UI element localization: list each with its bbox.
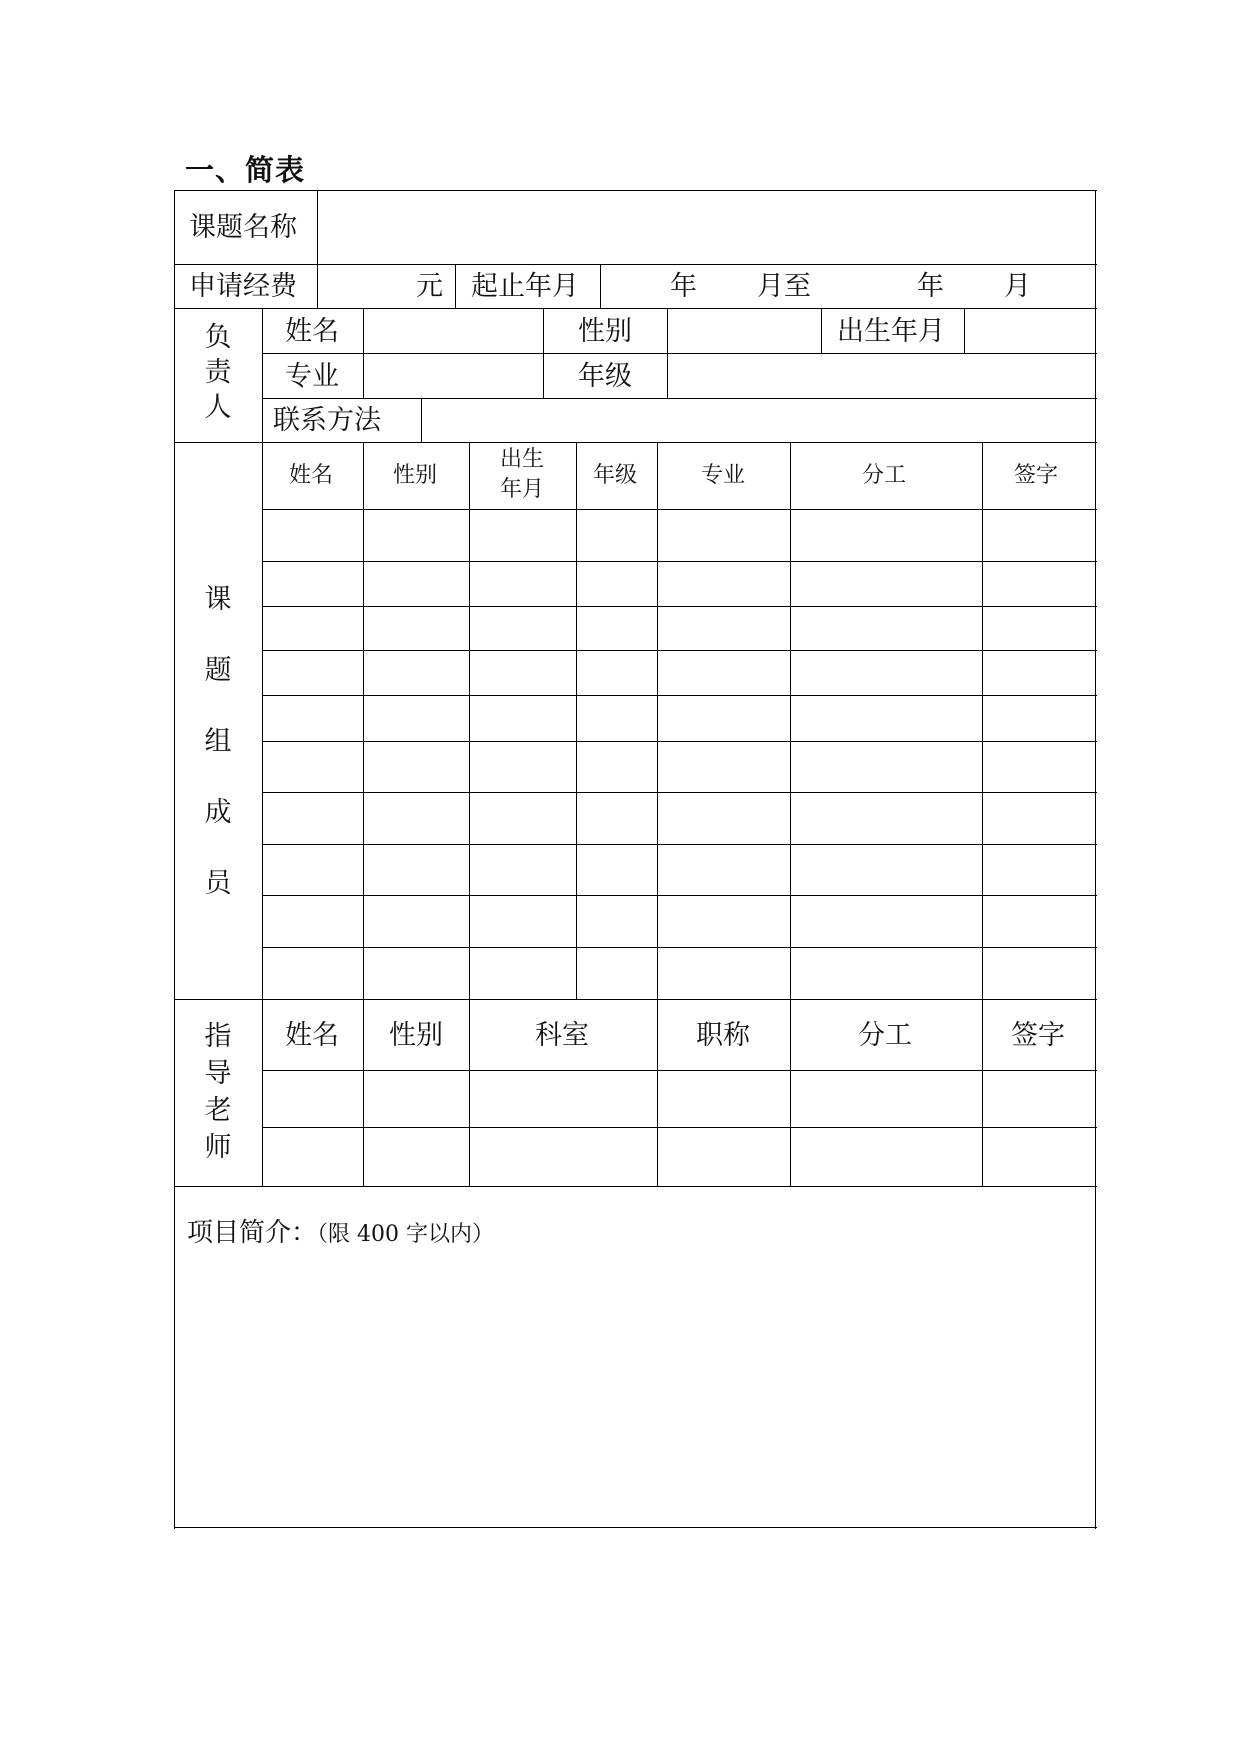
funding-unit: 元 [416,271,443,302]
leader-name-input[interactable] [366,311,541,351]
divider-col [363,308,364,399]
divider-col [964,308,965,354]
members-header-major: 专业 [701,463,746,488]
advisors-header-gender: 性别 [389,1020,443,1051]
divider-advisor-header [262,1070,1097,1071]
divider-member-header [262,509,1097,510]
members-side-label: 课题组成员 [204,584,232,899]
divider-col [543,308,544,399]
advisors-header-name: 姓名 [285,1020,339,1051]
leader-major-input[interactable] [366,356,541,396]
intro-note: （限 400 字以内） [317,1222,494,1247]
members-header-birth-line1: 出生 [500,447,545,472]
leader-birth-label: 出生年月 [837,316,945,347]
leader-name-label: 姓名 [285,316,339,347]
divider-col [600,264,601,309]
intro-block [187,1220,494,1246]
application-form-table [174,190,1097,1529]
members-header-gender: 性别 [393,463,438,488]
members-header-grade: 年级 [593,463,638,488]
page-title: 一、简表 [185,153,306,187]
leader-major-label: 专业 [285,361,339,392]
end-year-unit: 年 [917,271,944,302]
leader-grade-label: 年级 [578,361,632,392]
advisors-header-sign: 签字 [1011,1020,1065,1051]
divider-leader-1 [262,353,1097,354]
start-year-input[interactable] [604,266,669,307]
divider-col [821,308,822,354]
divider-col [317,190,318,309]
funding-label: 申请经费 [189,271,297,302]
funding-amount-input[interactable] [320,266,400,307]
leader-gender-input[interactable] [670,311,819,351]
leader-contact-input[interactable] [424,401,1093,441]
leader-grade-input[interactable] [670,356,1093,396]
divider-leader-2 [262,398,1097,399]
members-header-birth-line2: 年月 [500,477,545,502]
divider-col [421,398,422,443]
end-month-input[interactable] [947,266,997,307]
advisors-side-label: 指导老师 [204,1021,232,1163]
advisors-header-title: 职称 [696,1020,750,1051]
members-header-sign: 签字 [1014,463,1059,488]
divider-col [667,308,668,399]
end-month-unit: 月 [1004,271,1031,302]
divider-col [455,264,456,309]
intro-textarea[interactable] [177,1260,1093,1524]
start-year-unit: 年 [670,271,697,302]
divider-row-2 [174,308,1097,309]
members-header-name: 姓名 [289,463,334,488]
divider-col [363,442,364,1187]
advisors-header-role: 分工 [858,1020,912,1051]
divider-members-end [174,999,1097,1000]
topic-label: 课题名称 [189,212,297,243]
members-grid-input-area[interactable] [366,512,1093,998]
advisors-header-dept: 科室 [535,1020,589,1051]
leader-gender-label: 性别 [578,316,632,347]
border-left [174,190,175,1529]
leader-birth-input[interactable] [967,311,1093,351]
start-month-input[interactable] [700,266,748,307]
period-label: 起止年月 [471,271,579,302]
intro-label: 项目简介： [187,1218,318,1248]
border-bottom [174,1527,1097,1528]
start-month-unit: 月至 [757,271,811,302]
divider-leader-end [174,442,1097,443]
advisors-grid-input-area[interactable] [366,1073,1093,1185]
divider-advisors-end [174,1186,1097,1187]
leader-contact-label: 联系方法 [273,405,381,436]
topic-input[interactable] [320,192,1093,263]
divider-col [262,308,263,1187]
border-right [1095,190,1096,1529]
leader-side-label: 负责人 [204,322,232,424]
end-year-input[interactable] [814,266,914,307]
members-header-role: 分工 [862,463,907,488]
